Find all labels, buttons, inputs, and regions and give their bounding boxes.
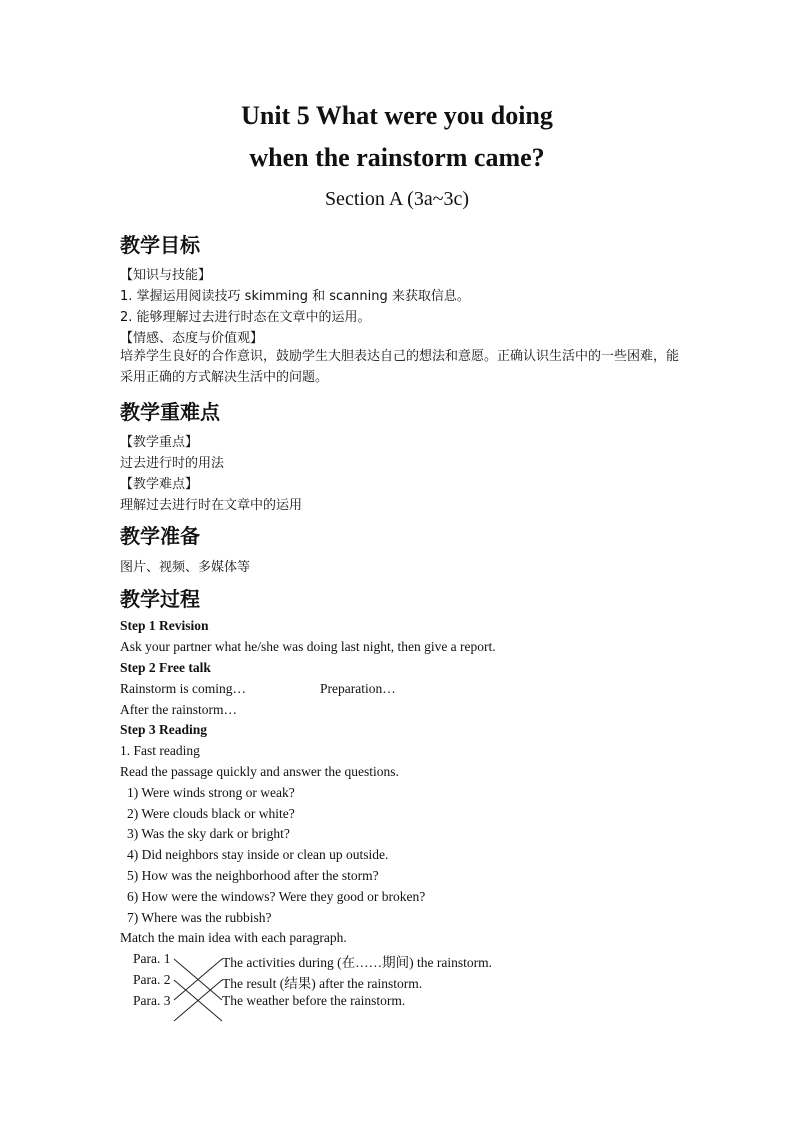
title-line-1: Unit 5 What were you doing	[241, 101, 553, 130]
difficulty-label: 【教学难点】	[120, 477, 199, 492]
objectives-heading: 教学目标	[120, 233, 200, 257]
step2-preparation: Preparation…	[320, 681, 396, 696]
objective-item-1: 1. 掌握运用阅读技巧 skimming 和 scanning 来获取信息。	[120, 289, 470, 304]
main-idea: The activities during (在……期间) the rainstorm.	[222, 955, 492, 970]
emotion-text: 培养学生良好的合作意识，鼓励学生大胆表达自己的想法和意愿。正确认识生活中的一些困难，能采用正确的方式解决生活中的问题。	[120, 349, 680, 385]
fast-reading-label: 1. Fast reading	[120, 743, 200, 758]
title-line-2: when the rainstorm came?	[249, 143, 545, 172]
question-item: 1) Were winds strong or weak?	[127, 785, 295, 800]
focus-text: 过去进行时的用法	[120, 456, 225, 471]
question-item: 7) Where was the rubbish?	[127, 910, 272, 925]
preparation-heading: 教学准备	[120, 524, 200, 548]
question-item: 5) How was the neighborhood after the storm?	[127, 868, 379, 883]
emotion-label: 【情感、态度与价值观】	[120, 331, 264, 346]
step2-rainstorm-coming: Rainstorm is coming…	[120, 681, 246, 696]
main-idea: The weather before the rainstorm.	[222, 993, 406, 1008]
question-item: 6) How were the windows? Were they good or broken?	[127, 889, 426, 904]
step3-title: Step 3 Reading	[120, 722, 208, 737]
para-label: Para. 1	[133, 951, 171, 966]
para-label: Para. 2	[133, 972, 171, 987]
step1-text: Ask your partner what he/she was doing last night, then give a report.	[120, 639, 496, 654]
step2-title: Step 2 Free talk	[120, 660, 211, 675]
keypoints-heading: 教学重难点	[120, 400, 220, 424]
subtitle: Section A (3a~3c)	[324, 188, 470, 210]
step1-title: Step 1 Revision	[120, 618, 209, 633]
question-item: 3) Was the sky dark or bright?	[127, 826, 290, 841]
reading-instruction: Read the passage quickly and answer the questions.	[120, 764, 399, 779]
preparation-text: 图片、视频、多媒体等	[120, 560, 251, 575]
objective-item-2: 2. 能够理解过去进行时态在文章中的运用。	[120, 310, 371, 325]
question-item: 2) Were clouds black or white?	[127, 806, 295, 821]
match-instruction: Match the main idea with each paragraph.	[120, 930, 347, 945]
para-label: Para. 3	[133, 993, 171, 1008]
focus-label: 【教学重点】	[120, 435, 199, 450]
question-item: 4) Did neighbors stay inside or clean up outside.	[127, 847, 389, 862]
process-heading: 教学过程	[120, 587, 200, 611]
main-idea: The result (结果) after the rainstorm.	[222, 976, 423, 991]
knowledge-label: 【知识与技能】	[120, 268, 212, 283]
difficulty-text: 理解过去进行时在文章中的运用	[120, 498, 303, 513]
step2-after: After the rainstorm…	[120, 702, 237, 717]
